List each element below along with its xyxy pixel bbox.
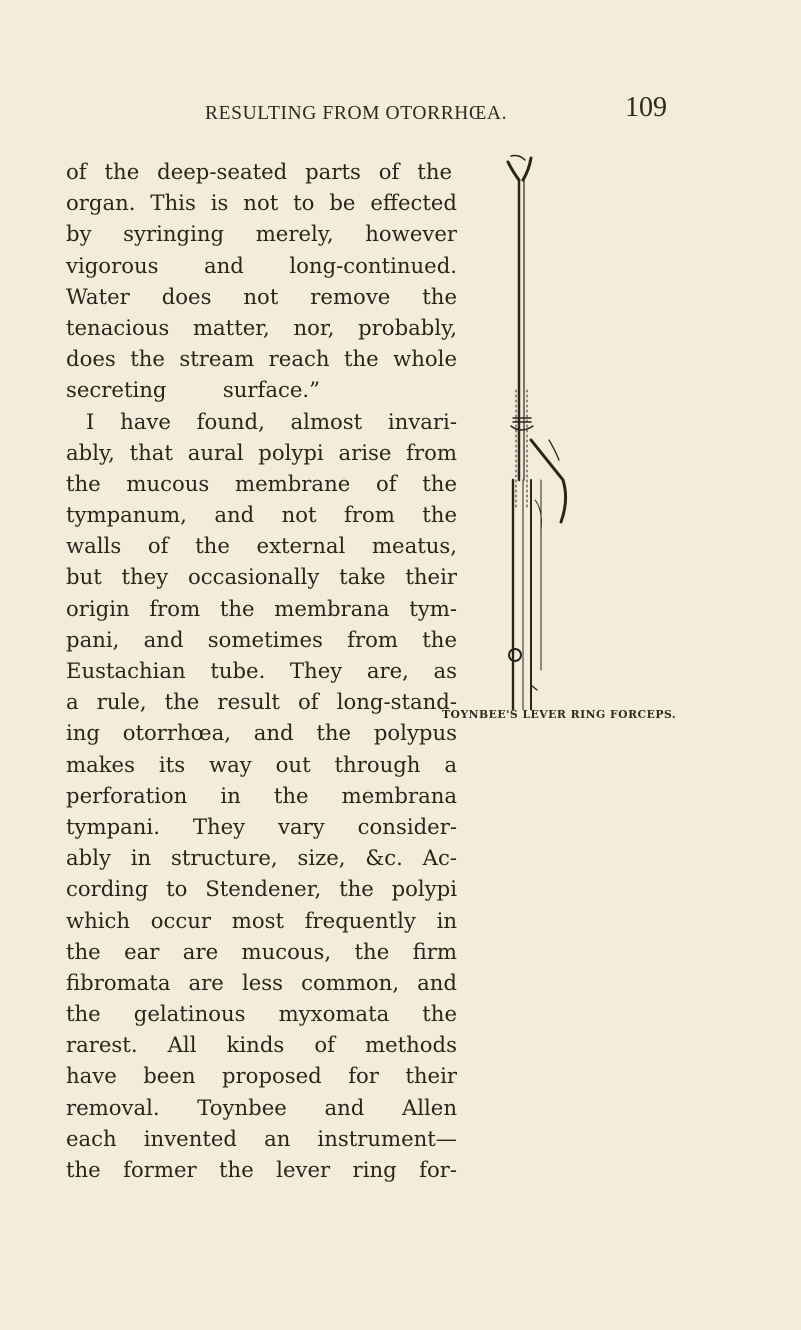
- text-line: of the deep-seated parts of the: [66, 159, 452, 184]
- text-line: ably, that aural polypi arise from: [66, 439, 457, 465]
- text-line: makes its way out through a: [66, 751, 457, 777]
- text-line: the mucous membrane of the: [66, 470, 457, 496]
- text-line: a rule, the result of long-stand-: [66, 689, 457, 715]
- text-line: have been proposed for their: [66, 1063, 457, 1089]
- text-line: I have found, almost invari-: [86, 408, 457, 434]
- text-line: each invented an instrument—: [66, 1125, 457, 1151]
- text-line: does the stream reach the whole: [66, 346, 457, 372]
- text-line: the ear are mucous, the firm: [66, 938, 457, 964]
- text-line: tympani. They vary consider-: [66, 813, 457, 839]
- text-line: rarest. All kinds of methods: [66, 1032, 457, 1058]
- text-line: by syringing merely, however: [66, 221, 457, 247]
- text-line: pani, and sometimes from the: [66, 626, 457, 652]
- body-text: [66, 156, 506, 1185]
- page-number: 109: [625, 92, 667, 123]
- running-head: RESULTING FROM OTORRHŒA.: [205, 103, 508, 124]
- text-line: Eustachian tube. They are, as: [66, 658, 457, 683]
- text-line: ably in structure, size, &c. Ac-: [66, 845, 457, 871]
- text-line: but they occasionally take their: [66, 564, 457, 590]
- text-line: tenacious matter, nor, probably,: [66, 314, 457, 340]
- text-line: which occur most frequently in: [66, 907, 457, 933]
- text-line: the gelatinous myxomata the: [66, 1001, 457, 1027]
- text-line: walls of the external meatus,: [66, 533, 457, 559]
- text-line: fibromata are less common, and: [66, 969, 457, 995]
- text-line: perforation in the membrana: [66, 782, 457, 808]
- text-line: origin from the membrana tym-: [66, 595, 457, 621]
- text-line: secreting surface.”: [66, 377, 320, 403]
- text-line: ing otorrhœa, and the polypus: [66, 720, 457, 746]
- forceps-illustration: [505, 150, 675, 710]
- text-line: Water does not remove the: [66, 283, 457, 309]
- text-line: tympanum, and not from the: [66, 502, 457, 528]
- text-line: removal. Toynbee and Allen: [66, 1094, 457, 1120]
- text-line: organ. This is not to be effected: [66, 190, 457, 216]
- figure-caption: TOYNBEE'S LEVER RING FORCEPS.: [442, 708, 677, 721]
- text-line: cording to Stendener, the polypi: [66, 876, 457, 902]
- text-line: vigorous and long-continued.: [66, 252, 457, 278]
- text-line: the former the lever ring for-: [66, 1157, 457, 1182]
